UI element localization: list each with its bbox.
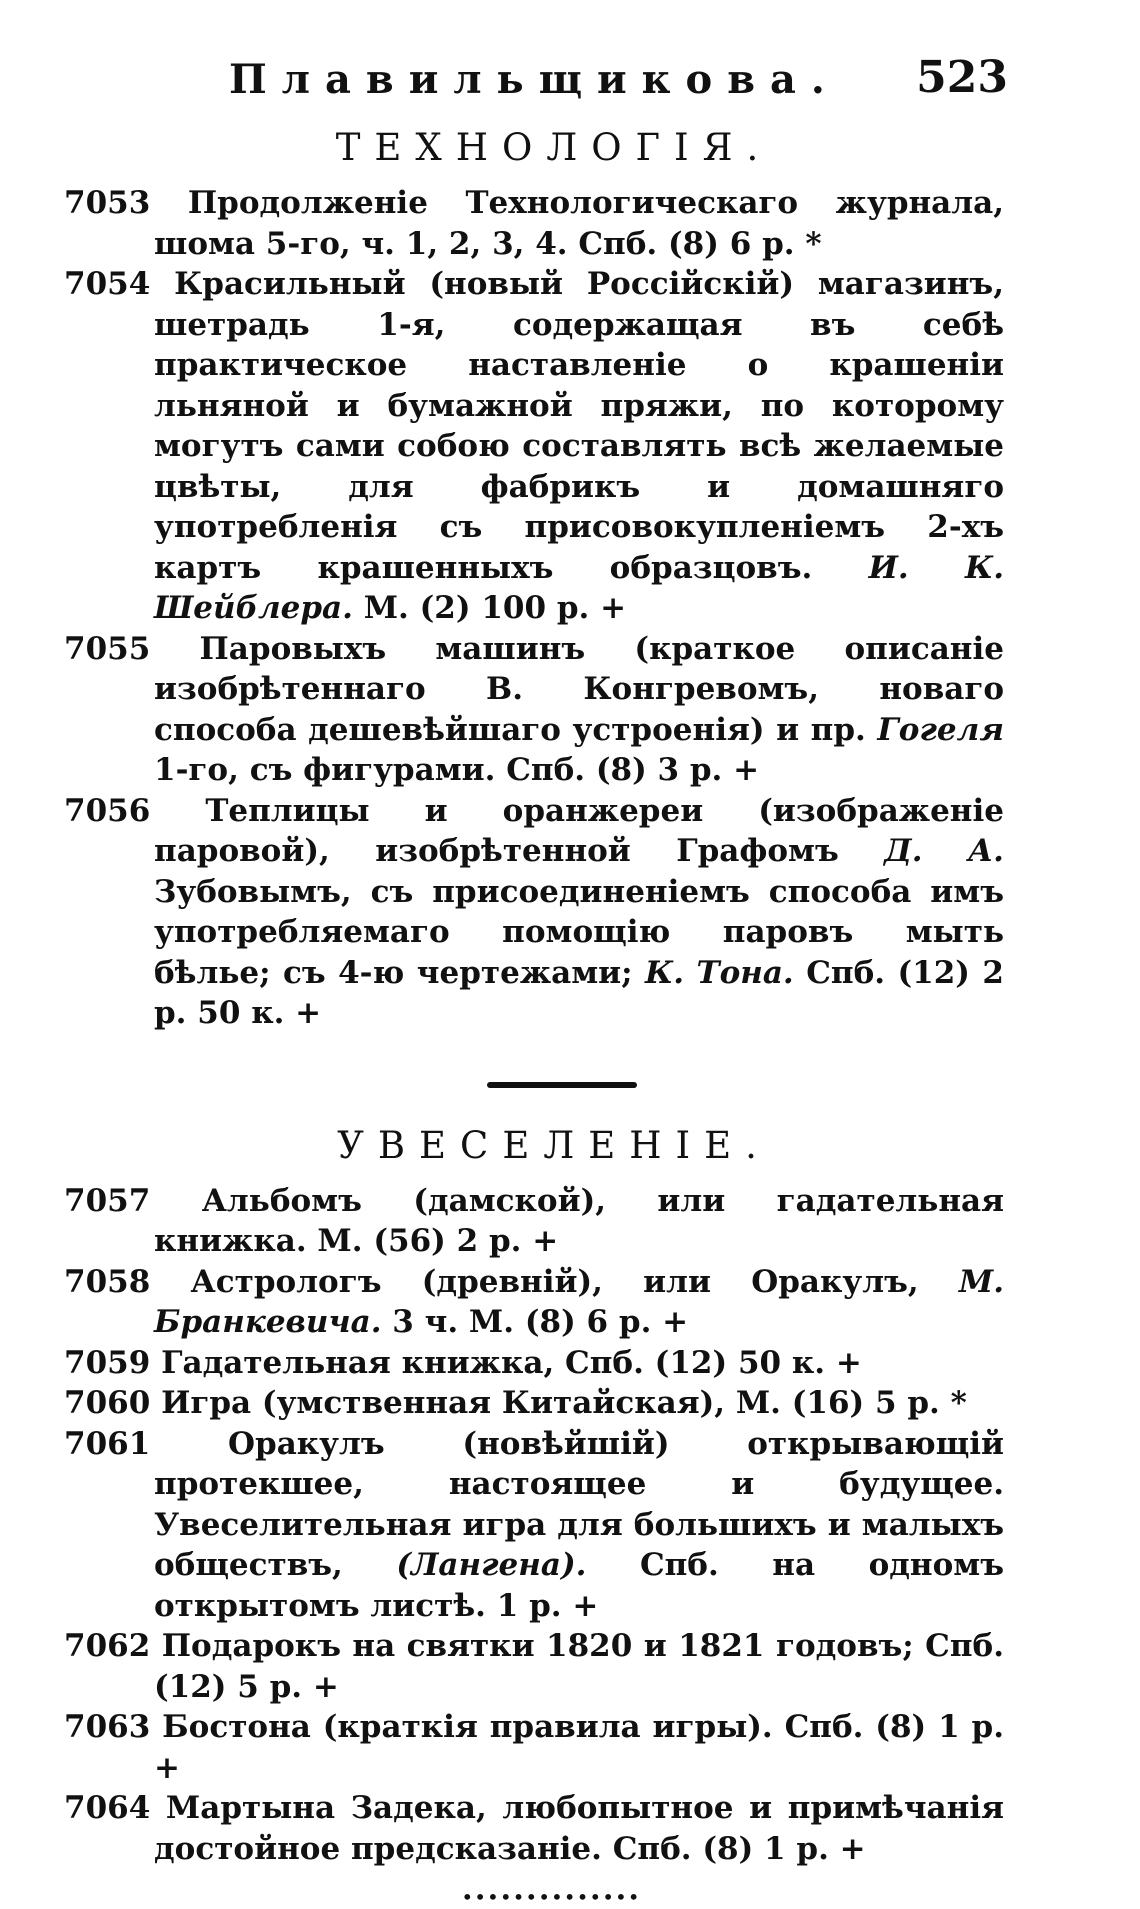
entry-7060 bbox=[64, 1383, 1004, 1424]
entry-text: Мартына Задека, любопытное и примѣчанія достойное предсказаніе. Спб. (8) 1 р. + bbox=[154, 1790, 1004, 1867]
amusement-entries bbox=[64, 1181, 1004, 1870]
entry-author: И. К. Шейблера. bbox=[154, 549, 1005, 626]
entry-text: Игра (умственная Китайская), М. (16) 5 р. * bbox=[161, 1385, 967, 1421]
entry-text: Теплицы и оранжереи (изображеніе паровой), изобрѣтенной Графомъ bbox=[154, 792, 1004, 869]
page-number: 523 bbox=[916, 52, 1008, 103]
entry-author: Гогеля bbox=[877, 711, 1004, 748]
entry-author: (Лангена). bbox=[396, 1547, 587, 1583]
section-heading-technology: ТЕХНОЛОГІЯ. bbox=[335, 126, 773, 169]
entry-text: Бостона (краткія правила игры). Спб. (8) 1 р. + bbox=[154, 1709, 1005, 1786]
entry-author-second: К. Тона. bbox=[645, 954, 794, 991]
entry-text-after: 3 ч. М. (8) 6 р. + bbox=[392, 1304, 689, 1340]
entry-number: 7059 bbox=[64, 1344, 151, 1381]
entry-7058 bbox=[64, 1262, 1004, 1343]
entry-7064 bbox=[64, 1788, 1004, 1869]
entry-number: 7054 bbox=[64, 266, 151, 302]
entry-7053 bbox=[64, 183, 1004, 264]
entry-text-after: Спб. (12) 2 р. 50 к. + bbox=[154, 954, 1005, 1031]
book-page bbox=[64, 40, 1008, 1909]
entry-number: 7058 bbox=[64, 1263, 151, 1300]
entry-text-after: М. (2) 100 р. + bbox=[363, 590, 627, 626]
entry-text-after: Спб. на одномъ открытомъ листѣ. 1 р. + bbox=[154, 1547, 1004, 1624]
entry-7057 bbox=[64, 1181, 1004, 1262]
entry-number: 7062 bbox=[64, 1628, 151, 1664]
entry-number: 7060 bbox=[64, 1385, 151, 1421]
entry-text: Красильный (новый Россійскій) магазинъ, шетрадь 1-я, содержащая въ себѣ практическое наставленіе о крашеніи льняной и бумажной пряжи, по которому могутъ сами собою составлять всѣ желаемые цвѣты, для фабрикъ и домашняго употребленія съ присовокупленіемъ 2-хъ картъ крашенныхъ образцовъ. bbox=[154, 266, 1004, 586]
entry-number: 7057 bbox=[64, 1182, 151, 1219]
entry-text: Альбомъ (дамской), или гадательная книжка. М. (56) 2 р. + bbox=[154, 1182, 1004, 1259]
entry-number: 7056 bbox=[64, 792, 151, 829]
running-head bbox=[64, 40, 1008, 120]
entry-author: Д. А. bbox=[884, 833, 1004, 869]
section-heading-amusement: УВЕСЕЛЕНІЕ. bbox=[337, 1123, 771, 1167]
entry-7056 bbox=[64, 791, 1004, 1034]
entry-text-after: 1-го, съ фигурами. Спб. (8) 3 р. + bbox=[154, 752, 760, 788]
entry-text: Подарокъ на святки 1820 и 1821 годовъ; Спб. (12) 5 р. + bbox=[154, 1628, 1005, 1705]
entry-author: М. Бранкевича. bbox=[154, 1263, 1004, 1340]
running-title: Плавильщикова. bbox=[229, 56, 840, 103]
entry-text: Продолженіе Технологическаго журнала, шома 5-го, ч. 1, 2, 3, 4. Спб. (8) 6 р. * bbox=[154, 185, 1005, 262]
entry-7054 bbox=[64, 264, 1004, 629]
entry-number: 7064 bbox=[64, 1790, 151, 1826]
entry-text: Астрологъ (древній), или Оракулъ, bbox=[190, 1263, 919, 1300]
entry-7059 bbox=[64, 1343, 1004, 1384]
entry-number: 7063 bbox=[64, 1709, 151, 1745]
entry-7061 bbox=[64, 1424, 1004, 1627]
entry-text-middle: Зубовымъ, съ присоединеніемъ способа имъ употребляемаго помощію паровъ мыть бѣлье; съ 4-ю чертежами; bbox=[154, 873, 1004, 991]
entry-7063 bbox=[64, 1707, 1004, 1788]
entry-text: Оракулъ (новѣйшій) открывающій протекшее, настоящее и будущее. Увеселительная игра для большихъ и малыхъ обществъ, bbox=[154, 1425, 1005, 1583]
section-divider-rule bbox=[487, 1082, 637, 1088]
entry-number: 7055 bbox=[64, 630, 151, 667]
entry-text: Паровыхъ машинъ (краткое описаніе изобрѣтеннаго В. Конгревомъ, новаго способа дешевѣйшаго устроенія) и пр. bbox=[154, 630, 1004, 748]
entry-number: 7061 bbox=[64, 1425, 151, 1462]
entry-7062 bbox=[64, 1626, 1004, 1707]
tail-ornament: •••••••••••••• bbox=[461, 1885, 641, 1909]
entry-number: 7053 bbox=[64, 185, 151, 221]
entry-7055 bbox=[64, 629, 1004, 791]
technology-entries bbox=[64, 183, 1004, 1034]
entry-text: Гадательная книжка, Спб. (12) 50 к. + bbox=[161, 1344, 862, 1381]
